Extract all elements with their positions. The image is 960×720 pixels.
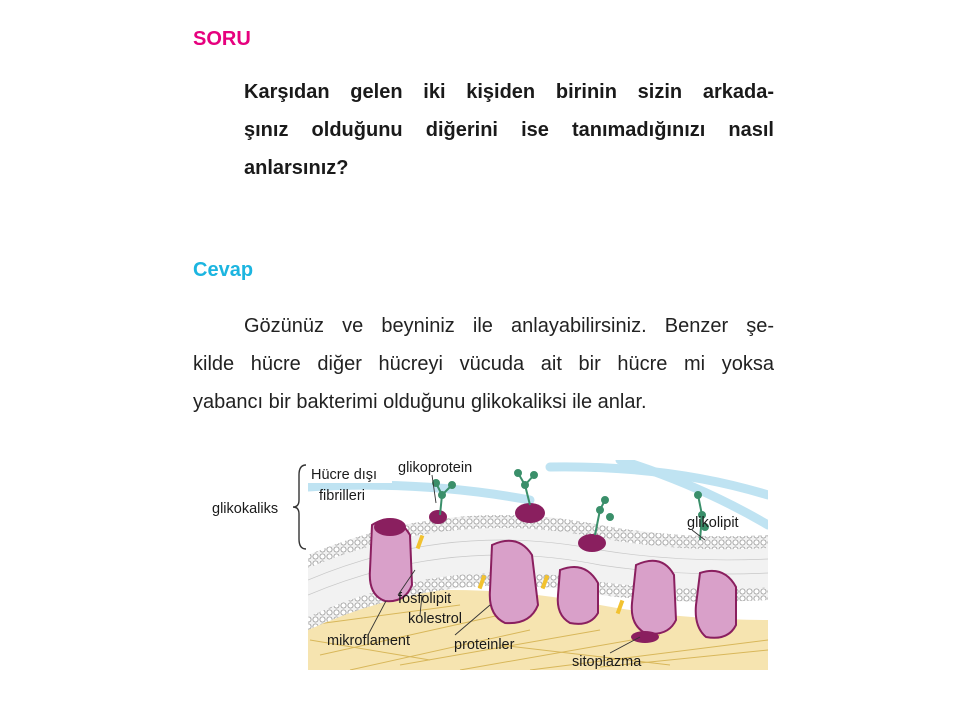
label-glikokaliks: glikokaliks xyxy=(212,501,279,517)
answer-heading: Cevap xyxy=(193,259,254,281)
cell-membrane-diagram xyxy=(200,455,770,670)
question-line: şınız olduğunu diğerini ise tanımadığınızı nasıl xyxy=(244,119,774,141)
question-line: anlarsınız? xyxy=(244,157,349,179)
question-line: Karşıdan gelen iki kişiden birinin sizin arkada- xyxy=(244,81,774,103)
label-hucre-disi-1: Hücre dışı xyxy=(311,467,378,483)
label-mikroflament: mikroflament xyxy=(327,633,410,649)
question-heading: SORU xyxy=(193,28,251,50)
answer-line: kilde hücre diğer hücreyi vücuda ait bir hücre mi yoksa xyxy=(193,353,774,375)
label-proteinler: proteinler xyxy=(454,637,515,653)
answer-line: yabancı bir bakterimi olduğunu glikokaliksi ile anlar. xyxy=(193,391,647,413)
label-hucre-disi-2: fibrilleri xyxy=(319,488,365,504)
label-fosfolipit: fosfolipit xyxy=(398,591,452,607)
label-glikoprotein: glikoprotein xyxy=(398,460,473,476)
label-kolestrol: kolestrol xyxy=(408,611,462,627)
answer-line: Gözünüz ve beyniniz ile anlayabilirsiniz. Benzer şe- xyxy=(244,315,774,337)
label-glikolipit: glikolipit xyxy=(687,515,739,531)
label-sitoplazma: sitoplazma xyxy=(572,654,642,670)
answer-text xyxy=(193,307,774,421)
question-text xyxy=(244,73,774,187)
glycocalyx-brace xyxy=(293,465,306,549)
